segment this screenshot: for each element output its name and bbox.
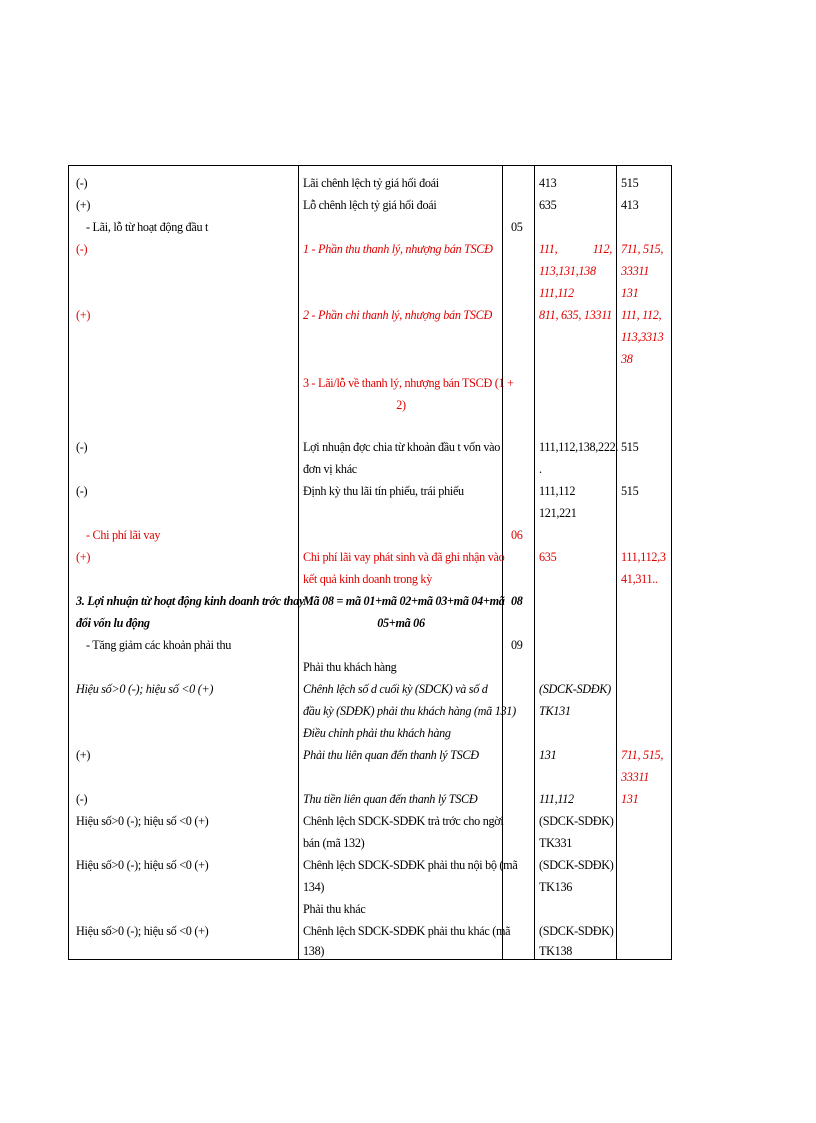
- row-sign: (-): [76, 792, 88, 806]
- row-credit-account: 38: [621, 352, 633, 366]
- row-debit-account: 121,221: [539, 506, 577, 520]
- row-description: 2): [396, 398, 406, 412]
- row-section-label: - Lãi, lỗ từ hoạt động đầu t: [86, 220, 209, 234]
- row-debit-account: TK331: [539, 836, 573, 850]
- row-debit-account: 111, 112,: [539, 242, 612, 256]
- row-description: đầu kỳ (SDĐK) phải thu khách hàng (mã 131): [303, 704, 516, 718]
- row-description: 1 - Phần thu thanh lý, nhượng bán TSCĐ: [303, 242, 493, 256]
- row-debit-account: 111,112: [539, 286, 574, 300]
- row-credit-account: 111, 112,: [621, 308, 662, 322]
- row-debit-account: 635: [539, 550, 557, 564]
- row-debit-account: 811, 635, 13311: [539, 308, 612, 322]
- row-credit-account: 515: [621, 440, 639, 454]
- row-description: Lỗ chênh lệch tỷ giá hối đoái: [303, 198, 437, 212]
- row-code: 06: [511, 528, 523, 542]
- row-sign: (+): [76, 550, 91, 564]
- row-sign: Hiệu số>0 (-); hiệu số <0 (+): [76, 682, 214, 696]
- row-description: 3 - Lãi/lỗ về thanh lý, nhượng bán TSCĐ (1 +: [303, 376, 514, 390]
- row-description: Chênh lệch SDCK-SDĐK phải thu khác (mã: [303, 924, 511, 938]
- row-sign: (-): [76, 484, 88, 498]
- row-description: Phải thu liên quan đến thanh lý TSCĐ: [303, 748, 479, 762]
- row-debit-account: 111,112,138,222.: [539, 440, 619, 454]
- row-description: kết quả kinh doanh trong kỳ: [303, 572, 432, 586]
- row-sign: (+): [76, 308, 91, 322]
- row-section-label: - Chi phí lãi vay: [86, 528, 161, 542]
- row-sign: (+): [76, 748, 91, 762]
- row-debit-account: 413: [539, 176, 557, 190]
- row-credit-account: 131: [621, 286, 639, 300]
- row-debit-account: TK138: [539, 944, 573, 958]
- row-description: Lợi nhuận đợc chia từ khoản đầu t vốn vào: [303, 440, 501, 454]
- row-section-label: - Tăng giảm các khoản phải thu: [86, 638, 232, 652]
- row-debit-account: 635: [539, 198, 557, 212]
- row-description: Chênh lệch SDCK-SDĐK phải thu nội bộ (mã: [303, 858, 518, 872]
- row-sign: Hiệu số>0 (-); hiệu số <0 (+): [76, 858, 209, 872]
- column-divider: [616, 166, 617, 959]
- row-sign: (-): [76, 440, 88, 454]
- row-credit-account: 131: [621, 792, 639, 806]
- row-description: Chênh lệch SDCK-SDĐK trả trớc cho ngời: [303, 814, 504, 828]
- row-formula: 05+mã 06: [377, 616, 425, 630]
- row-description: Định kỳ thu lãi tín phiếu, trái phiếu: [303, 484, 464, 498]
- row-section-heading: 3. Lợi nhuận từ hoạt động kinh doanh trớc thay: [76, 594, 305, 608]
- row-description: Phải thu khách hàng: [303, 660, 397, 674]
- row-debit-account: (SDCK-SDĐK): [539, 924, 614, 938]
- row-credit-account: 515: [621, 176, 639, 190]
- row-credit-account: 33311: [621, 770, 650, 784]
- cash-flow-table: [68, 165, 672, 960]
- row-credit-account: 111,112,3: [621, 550, 666, 564]
- row-credit-account: 515: [621, 484, 639, 498]
- row-debit-account: (SDCK-SDĐK): [539, 858, 614, 872]
- column-divider: [534, 166, 535, 959]
- row-description: 2 - Phần chi thanh lý, nhượng bán TSCĐ: [303, 308, 492, 322]
- row-code: 05: [511, 220, 523, 234]
- row-debit-account: 113,131,138: [539, 264, 596, 278]
- row-debit-account: 111,112: [539, 792, 574, 806]
- row-description: bán (mã 132): [303, 836, 365, 850]
- row-credit-account: 113,3313: [621, 330, 664, 344]
- row-credit-account: 711, 515,: [621, 748, 664, 762]
- row-debit-account: TK131: [539, 704, 571, 718]
- row-debit-account: 111,112: [539, 484, 576, 498]
- row-debit-account: (SDCK-SDĐK): [539, 682, 611, 696]
- row-sign: (+): [76, 198, 91, 212]
- row-description: 134): [303, 880, 325, 894]
- row-description: Chênh lệch số d cuối kỳ (SDCK) và số d: [303, 682, 488, 696]
- row-description: Điều chỉnh phải thu khách hàng: [303, 726, 451, 740]
- row-sign: Hiệu số>0 (-); hiệu số <0 (+): [76, 924, 209, 938]
- column-divider: [298, 166, 299, 959]
- row-sign: Hiệu số>0 (-); hiệu số <0 (+): [76, 814, 209, 828]
- row-description: Phải thu khác: [303, 902, 366, 916]
- row-credit-account: 413: [621, 198, 639, 212]
- row-code: 08: [511, 594, 523, 608]
- row-description: Thu tiền liên quan đến thanh lý TSCĐ: [303, 792, 478, 806]
- row-description: Chi phí lãi vay phát sinh và đã ghi nhận vào: [303, 550, 505, 564]
- row-formula: Mã 08 = mã 01+mã 02+mã 03+mã 04+mã: [303, 594, 505, 608]
- row-debit-account: TK136: [539, 880, 573, 894]
- row-debit-account: (SDCK-SDĐK): [539, 814, 614, 828]
- row-credit-account: 33311: [621, 264, 650, 278]
- row-credit-account: 711, 515,: [621, 242, 664, 256]
- row-description: Lãi chênh lệch tỷ giá hối đoái: [303, 176, 439, 190]
- row-sign: (-): [76, 176, 88, 190]
- row-credit-account: 41,311..: [621, 572, 658, 586]
- row-debit-account: .: [539, 462, 542, 476]
- row-debit-account: 131: [539, 748, 557, 762]
- row-description: đơn vị khác: [303, 462, 357, 476]
- row-code: 09: [511, 638, 523, 652]
- row-description: 138): [303, 944, 325, 958]
- row-section-heading: đổi vốn lu động: [76, 616, 150, 630]
- row-sign: (-): [76, 242, 88, 256]
